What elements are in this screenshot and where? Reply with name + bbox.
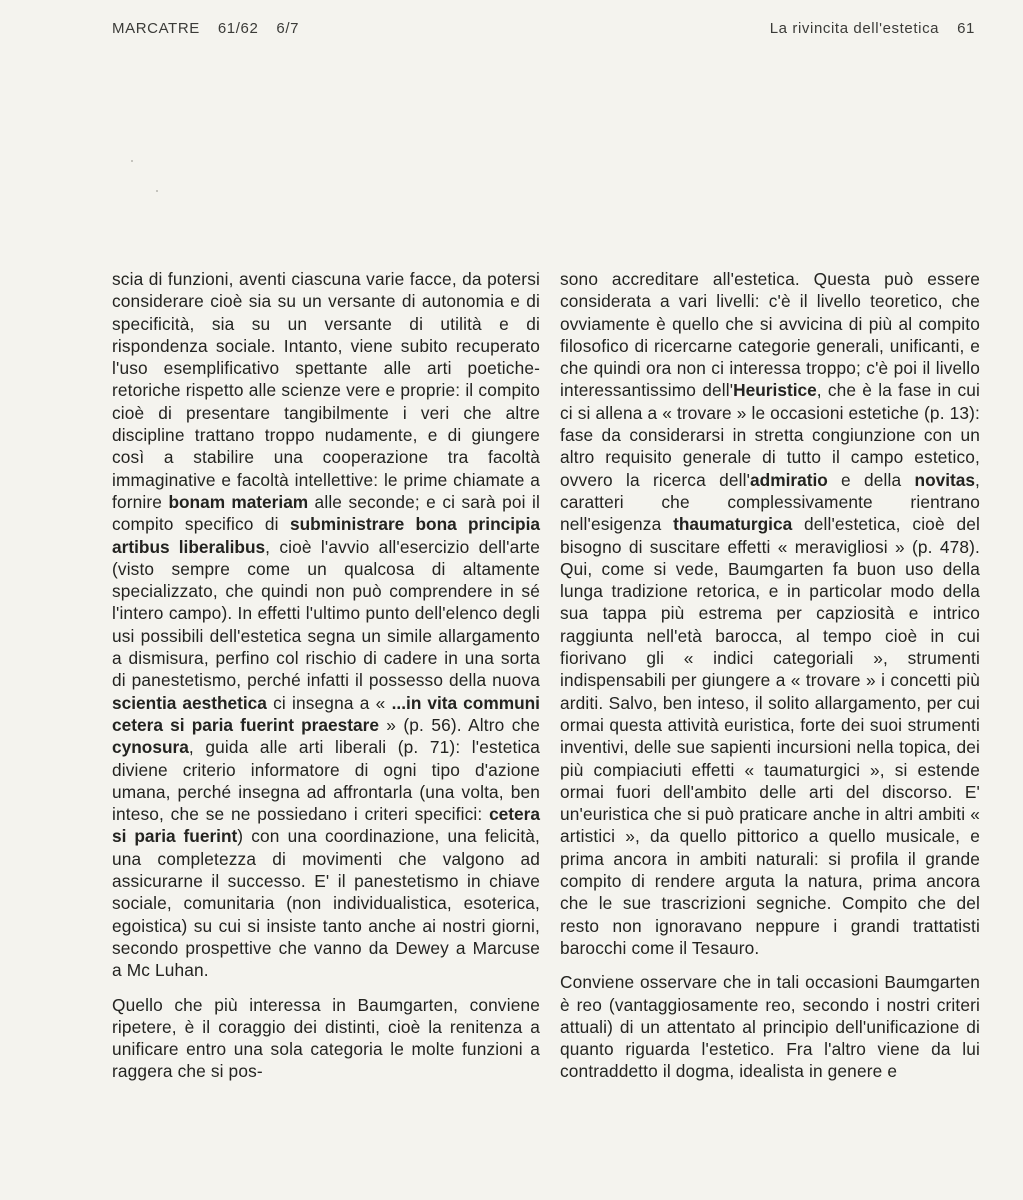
text-run: scia di funzioni, aventi ciascuna varie facce, da potersi considerare cioè sia su un versante di autonomia e di specificità, sia su un versante di utilità e di rispondenza sociale. Intanto, viene subito recuperato l'uso esemplificativo spettante alle arti poetiche-retoriche rispetto alle scienze vere e proprie: il compito cioè di presentare tangibilmente i veri che altre discipline trattano troppo nudamente, e di giungere così a stabilire una cooperazione tra facoltà immaginative e facoltà intellettive: le prime chiamate a fornire [112, 269, 540, 512]
bold-latin-term: ...in vita communi cetera si paria fuerint praestare [112, 692, 540, 735]
text-run: , caratteri che complessivamente rientrano nell'esigenza [560, 469, 980, 535]
bold-latin-term: bonam materiam [168, 491, 309, 512]
running-head-left [112, 20, 299, 37]
text-run: » (p. 56). Altro che [378, 714, 541, 735]
journal-issue: 6/7 [276, 20, 300, 37]
text-run: dell'estetica, cioè del bisogno di suscitare effetti « meravigliosi » (p. 478). Qui, come si vede, Baumgarten fa buon uso della lunga tradizione retorica, e in particolar modo della sua tappa più estrema per capziosità e intrico raggiunta nell'età barocca, al tempo cioè in cui fiorivano gli « indici categoriali », strumenti indispensabili per giungere a « trovare » i concetti più arditi. Salvo, ben inteso, il solito allargamento, per cui ormai questa attività euristica, forte dei suoi strumenti inventivi, delle sue sapienti incursioni nella topica, dei più compiaciuti effetti « taumaturgici », si estende ormai fuori dell'ambito delle arti del discorso. E' un'euristica che si può praticare anche in altri ambiti « artistici », da quello pittorico a quello musicale, e prima ancora in ambiti naturali: si profila il grande compito di rendere arguta la natura, prima ancora che le sue trascrizioni segniche. Compito che del resto non ignoravano neppure i grandi trattatisti barocchi come il Tesauro. [560, 514, 980, 958]
paper-speck [156, 190, 158, 192]
text-run: ) con una coordinazione, una felicità, una completezza di movimenti che valgono ad assicurarne il successo. E' il panestetismo in chiave sociale, comunitaria (non individualistica, esoterica, egoistica) su cui si insiste tanto anche ai nostri giorni, secondo prospettive che vanno da Dewey a Marcuse a Mc Luhan. [112, 826, 540, 981]
text-run: , cioè l'avvio all'esercizio dell'arte (visto sempre come un qualcosa di altamente specializzato, che quindi non può comprendere in sé l'intero campo). In effetti l'ultimo punto dell'elenco degli usi possibili dell'estetica segna un simile allargamento a dismisura, perfino col rischio di cadere in una sorta di panestetismo, perché infatti il possesso della nuova [112, 536, 540, 691]
text-run: , guida alle arti liberali (p. 71): l'estetica diviene criterio informatore di ogni tipo d'azione umana, perché insegna ad affrontarla (una volta, ben inteso, che se ne possiedano i criteri specifici: [112, 737, 540, 825]
paper-speck [131, 160, 133, 162]
bold-latin-term: Heuristice [733, 380, 817, 401]
paragraph [560, 971, 980, 1082]
bold-latin-term: subministrare bona principia artibus liberalibus [112, 514, 541, 557]
text-run: e della [827, 469, 915, 490]
bold-latin-term: cynosura [112, 737, 189, 758]
right-column [560, 268, 980, 1083]
bold-latin-term: scientia aesthetica [112, 692, 267, 713]
bold-latin-term: admiratio [750, 469, 828, 490]
left-column [112, 268, 540, 1083]
text-run: Conviene osservare che in tali occasioni Baumgarten è reo (vantaggiosamente reo, secondo i nostri criteri attuali) di un attentato al principio dell'unificazione di quanto riguarda l'estetico. Fra l'altro viene da lui contraddetto il dogma, idealista in genere e [560, 972, 980, 1082]
page-number: 61 [957, 20, 975, 37]
paragraph [112, 268, 540, 982]
journal-year: 61/62 [217, 20, 259, 37]
bold-latin-term: cetera si paria fuerint [112, 804, 540, 847]
paragraph [560, 268, 980, 959]
journal-name: MARCATRE [112, 20, 200, 37]
text-run: ci insegna a « [266, 692, 392, 713]
text-run: Quello che più interessa in Baumgarten, conviene ripetere, è il coraggio dei distinti, cioè la renitenza a unificare entro una sola categoria le molte funzioni a raggera che si pos- [112, 994, 540, 1082]
bold-latin-term: thaumaturgica [673, 514, 793, 535]
section-title: La rivincita dell'estetica [769, 20, 940, 37]
text-run: alle seconde; e ci sarà poi il compito specifico di [112, 491, 540, 535]
paragraph [112, 994, 540, 1083]
text-run: sono accreditare all'estetica. Questa può essere considerata a vari livelli: c'è il livello teoretico, che ovviamente è quello che si avvicina di più al compito filosofico di ricercarne categorie generali, unificanti, e che quindi ora non ci interessa troppo; c'è poi il livello interessantissimo dell' [560, 269, 980, 401]
running-head-right [770, 20, 975, 37]
bold-latin-term: novitas [914, 469, 976, 490]
text-run: , che è la fase in cui ci si allena a « trovare » le occasioni estetiche (p. 13): fase da considerarsi in stretta congiunzione con un altro requisito generale di tutto il campo estetico, ovvero la ricerca dell' [560, 380, 980, 490]
